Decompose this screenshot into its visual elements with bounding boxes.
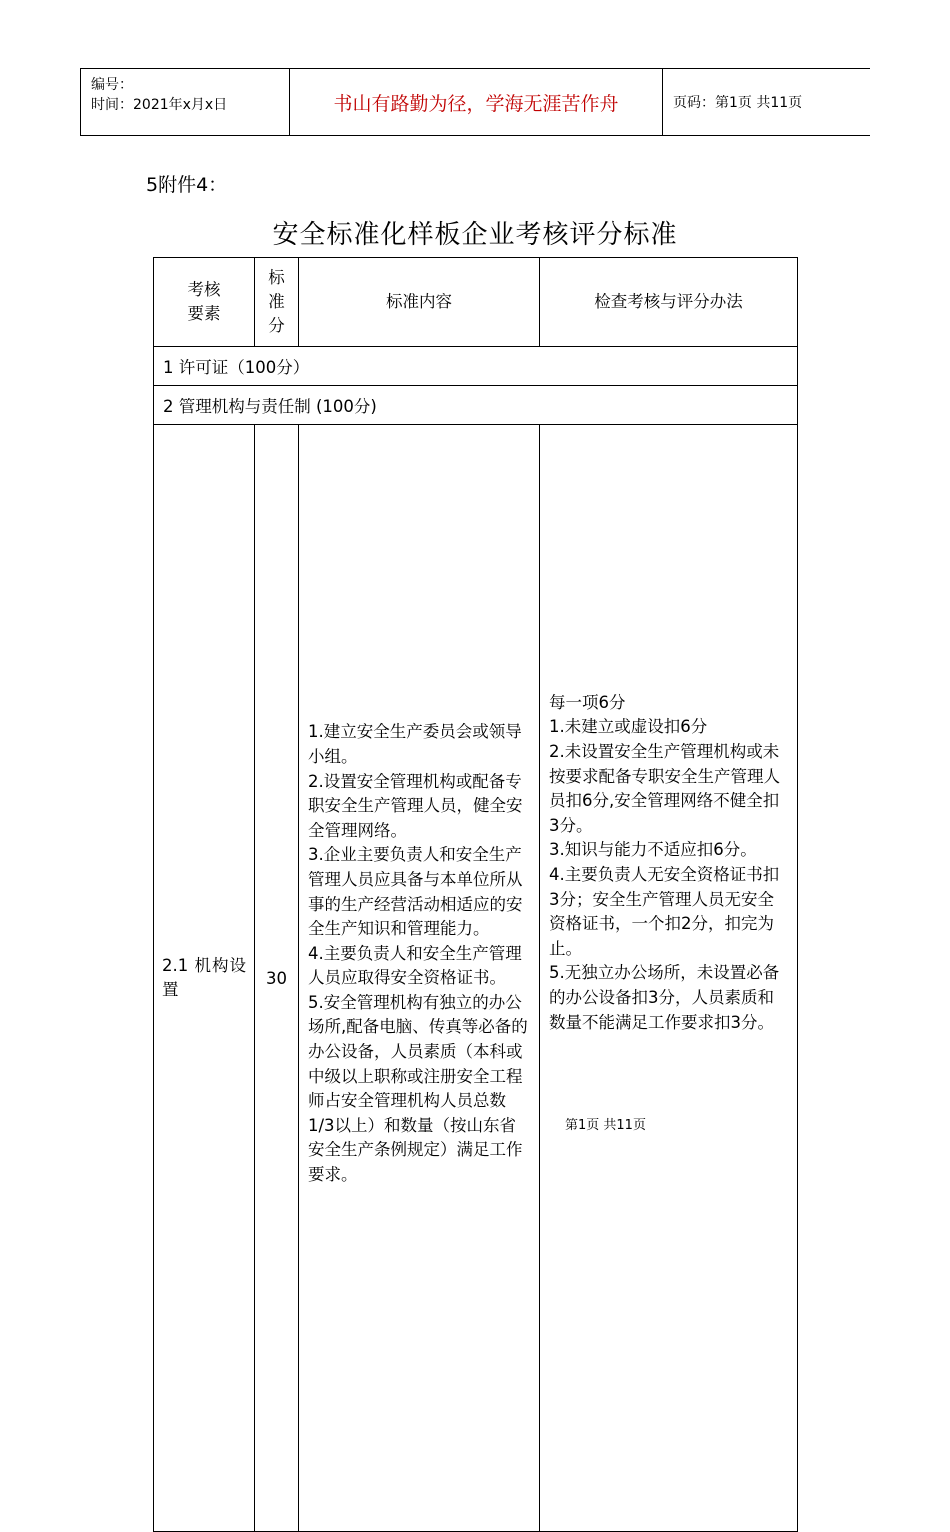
method-item: 每一项6分 [549,692,626,712]
column-header-score: 标 准 分 [255,258,299,347]
content-item: 4.主要负责人和安全生产管理人员应取得安全资格证书。 [308,943,522,988]
method-item: 4.主要负责人无安全资格证书扣3分；安全生产管理人员无安全资格证书，一个扣2分，扣完为止。 [549,865,780,958]
table-header-row [154,258,798,347]
score-cell: 30 [255,425,299,1532]
element-cell: 2.1 机构设置 [154,425,255,1532]
document-number-label: 编号： [91,77,133,93]
section-row [154,347,798,386]
method-item: 5.无独立办公场所，未设置必备的办公设备扣3分，人员素质和数量不能满足工作要求扣3分。 [549,963,780,1032]
method-item: 1.未建立或虚设扣6分 [549,717,708,737]
page-footer-number: 第1页 共11页 [565,1118,646,1133]
section-row [154,386,798,425]
page-title: 安全标准化样板企业考核评分标准 [272,220,678,250]
column-header-element: 考核 要素 [154,258,255,347]
method-item: 3.知识与能力不适应扣6分。 [549,840,757,860]
content-item: 3.企业主要负责人和安全生产管理人员应具备与本单位所从事的生产经营活动相适应的安全生产知识和管理能力。 [308,845,523,939]
standard-content-cell [299,425,540,1532]
content-item: 5.安全管理机构有独立的办公场所,配备电脑、传真等必备的办公设备，人员素质（本科或中级以上职称或注册安全工程师占安全管理机构人员总数1/3以上）和数量（按山东省安全生产条例规定）满足工作要求。 [308,992,528,1185]
header-meta [81,69,290,136]
annex-label: 5附件4： [146,174,228,196]
content-item: 2.设置安全管理机构或配备专职安全生产管理人员，健全安全管理网络。 [308,771,523,840]
column-header-method: 检查考核与评分办法 [540,258,798,347]
document-header [80,68,870,136]
scoring-method-cell [540,425,798,1532]
column-header-content: 标准内容 [299,258,540,347]
content-item: 1.建立安全生产委员会或领导小组。 [308,722,522,766]
table-row [154,425,798,1532]
section-title-license: 1 许可证（100分） [154,347,798,386]
method-item: 2.未设置安全生产管理机构或未按要求配备专职安全生产管理人员扣6分,安全管理网络不健全扣3分。 [549,742,780,835]
section-title-management: 2 管理机构与责任制 (100分) [154,386,798,425]
scoring-table [153,257,798,1532]
header-motto: 书山有路勤为径，学海无涯苦作舟 [290,69,663,136]
document-time-label: 时间：2021年x月x日 [91,97,228,113]
header-page-info: 页码：第1页 共11页 [663,69,871,136]
